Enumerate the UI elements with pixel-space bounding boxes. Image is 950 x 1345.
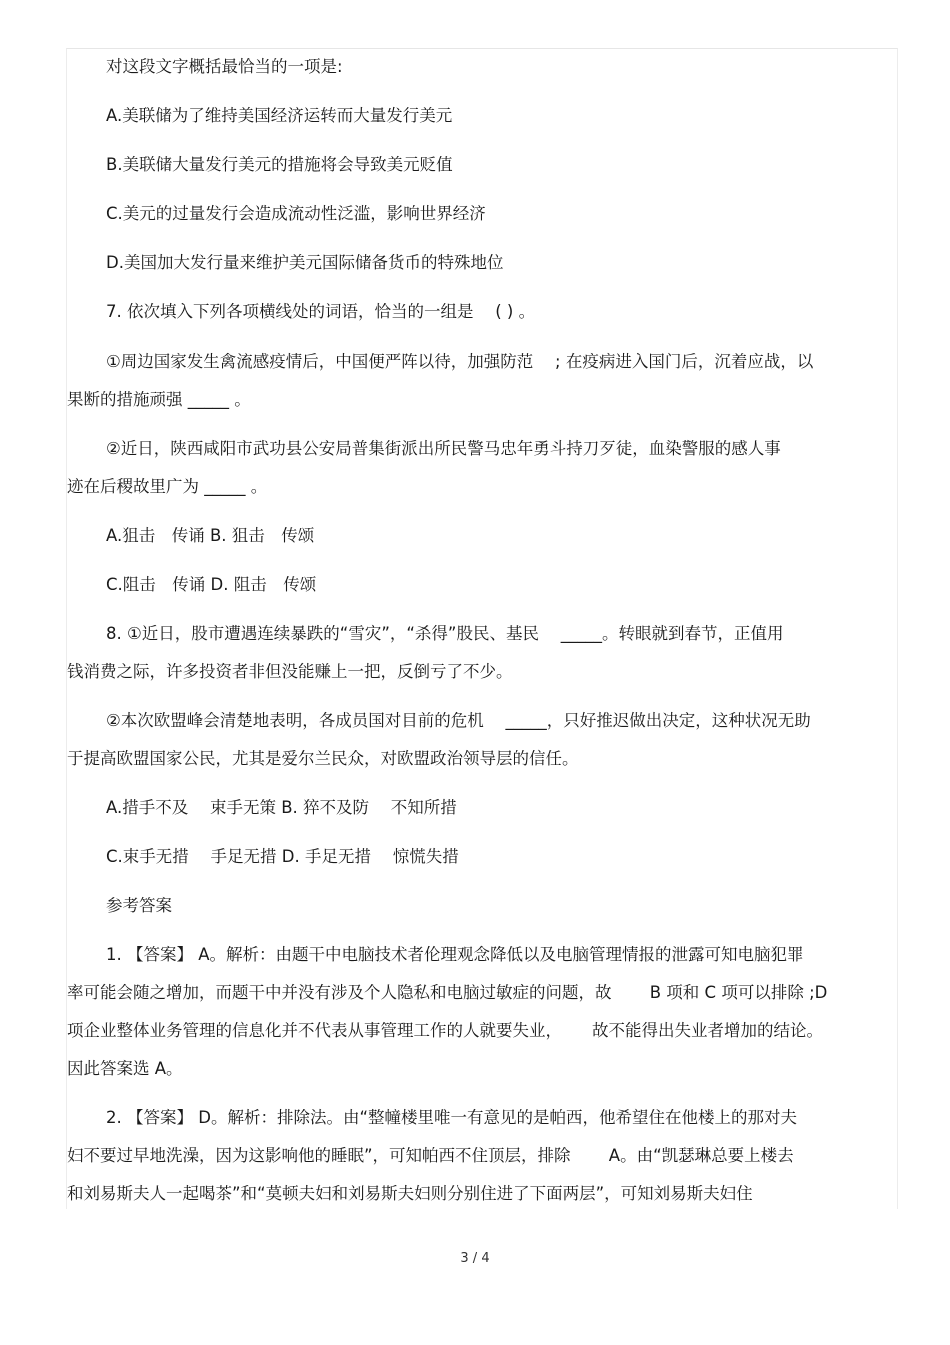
q8-options-ab: A.措手不及 束手无策 B. 猝不及防 不知所措 — [106, 798, 457, 817]
q7-options-cd: C.阻击 传诵 D. 阻击 传颂 — [106, 575, 317, 594]
q7-sentence1-line2: 果断的措施顽强 _____ 。 — [67, 390, 251, 409]
q6-prompt: 对这段文字概括最恰当的一项是: — [106, 57, 343, 76]
answer1-line1: 1. 【答案】 A。解析：由题干中电脑技术者伦理观念降低以及电脑管理情报的泄露可知电脑犯罪 — [106, 945, 804, 964]
answer1-line4: 因此答案选 A。 — [67, 1059, 183, 1078]
answer1-line2: 率可能会随之增加，而题干中并没有涉及个人隐私和电脑过敏症的问题，故 B 项和 C 项可以排除 ;D — [67, 983, 828, 1002]
q7-sentence1-line1: ①周边国家发生禽流感疫情后，中国便严阵以待，加强防范 ; 在疫病进入国门后，沉着应战，以 — [106, 352, 814, 371]
q8-sentence2-line2: 于提高欧盟国家公民，尤其是爱尔兰民众，对欧盟政治领导层的信任。 — [67, 749, 579, 768]
q6-option-a: A.美联储为了维持美国经济运转而大量发行美元 — [106, 106, 453, 125]
answer1-line3: 项企业整体业务管理的信息化并不代表从事管理工作的人就要失业， 故不能得出失业者增加的结论。 — [67, 1021, 823, 1040]
q8-sentence1-line1: 8. ①近日，股市遭遇连续暴跌的“雪灾”，“杀得”股民、基民 _____。转眼就到春节，正值用 — [106, 624, 784, 643]
q7-sentence2-line2: 迹在后稷故里广为 _____ 。 — [67, 477, 268, 496]
q6-option-c: C.美元的过量发行会造成流动性泛滥，影响世界经济 — [106, 204, 486, 223]
page-number: 3 / 4 — [460, 1251, 490, 1266]
q8-sentence2-line1: ②本次欧盟峰会清楚地表明，各成员国对目前的危机 _____，只好推迟做出决定，这种状况无助 — [106, 711, 811, 730]
q6-option-b: B.美联储大量发行美元的措施将会导致美元贬值 — [106, 155, 453, 174]
q8-options-cd: C.束手无措 手足无措 D. 手足无措 惊慌失措 — [106, 847, 459, 866]
answer2-line1: 2. 【答案】 D。解析：排除法。由“整幢楼里唯一有意见的是帕西，他希望住在他楼上的那对夫 — [106, 1108, 797, 1127]
q7-options-ab: A.狙击 传诵 B. 狙击 传颂 — [106, 526, 315, 545]
answer2-line3: 和刘易斯夫人一起喝茶”和“莫顿夫妇和刘易斯夫妇则分别住进了下面两层”，可知刘易斯夫妇住 — [67, 1184, 753, 1203]
q7-sentence2-line1: ②近日，陕西咸阳市武功县公安局普集街派出所民警马忠年勇斗持刀歹徒，血染警服的感人事 — [106, 439, 781, 458]
answers-heading: 参考答案 — [106, 896, 172, 915]
q7-stem: 7. 依次填入下列各项横线处的词语，恰当的一组是 ( ) 。 — [106, 302, 536, 321]
answer2-line2: 妇不要过早地洗澡，因为这影响他的睡眠”，可知帕西不住顶层，排除 A。由“凯瑟琳总要上楼去 — [67, 1146, 794, 1165]
q8-sentence1-line2: 钱消费之际，许多投资者非但没能赚上一把，反倒亏了不少。 — [67, 662, 513, 681]
q6-option-d: D.美国加大发行量来维护美元国际储备货币的特殊地位 — [106, 253, 504, 272]
